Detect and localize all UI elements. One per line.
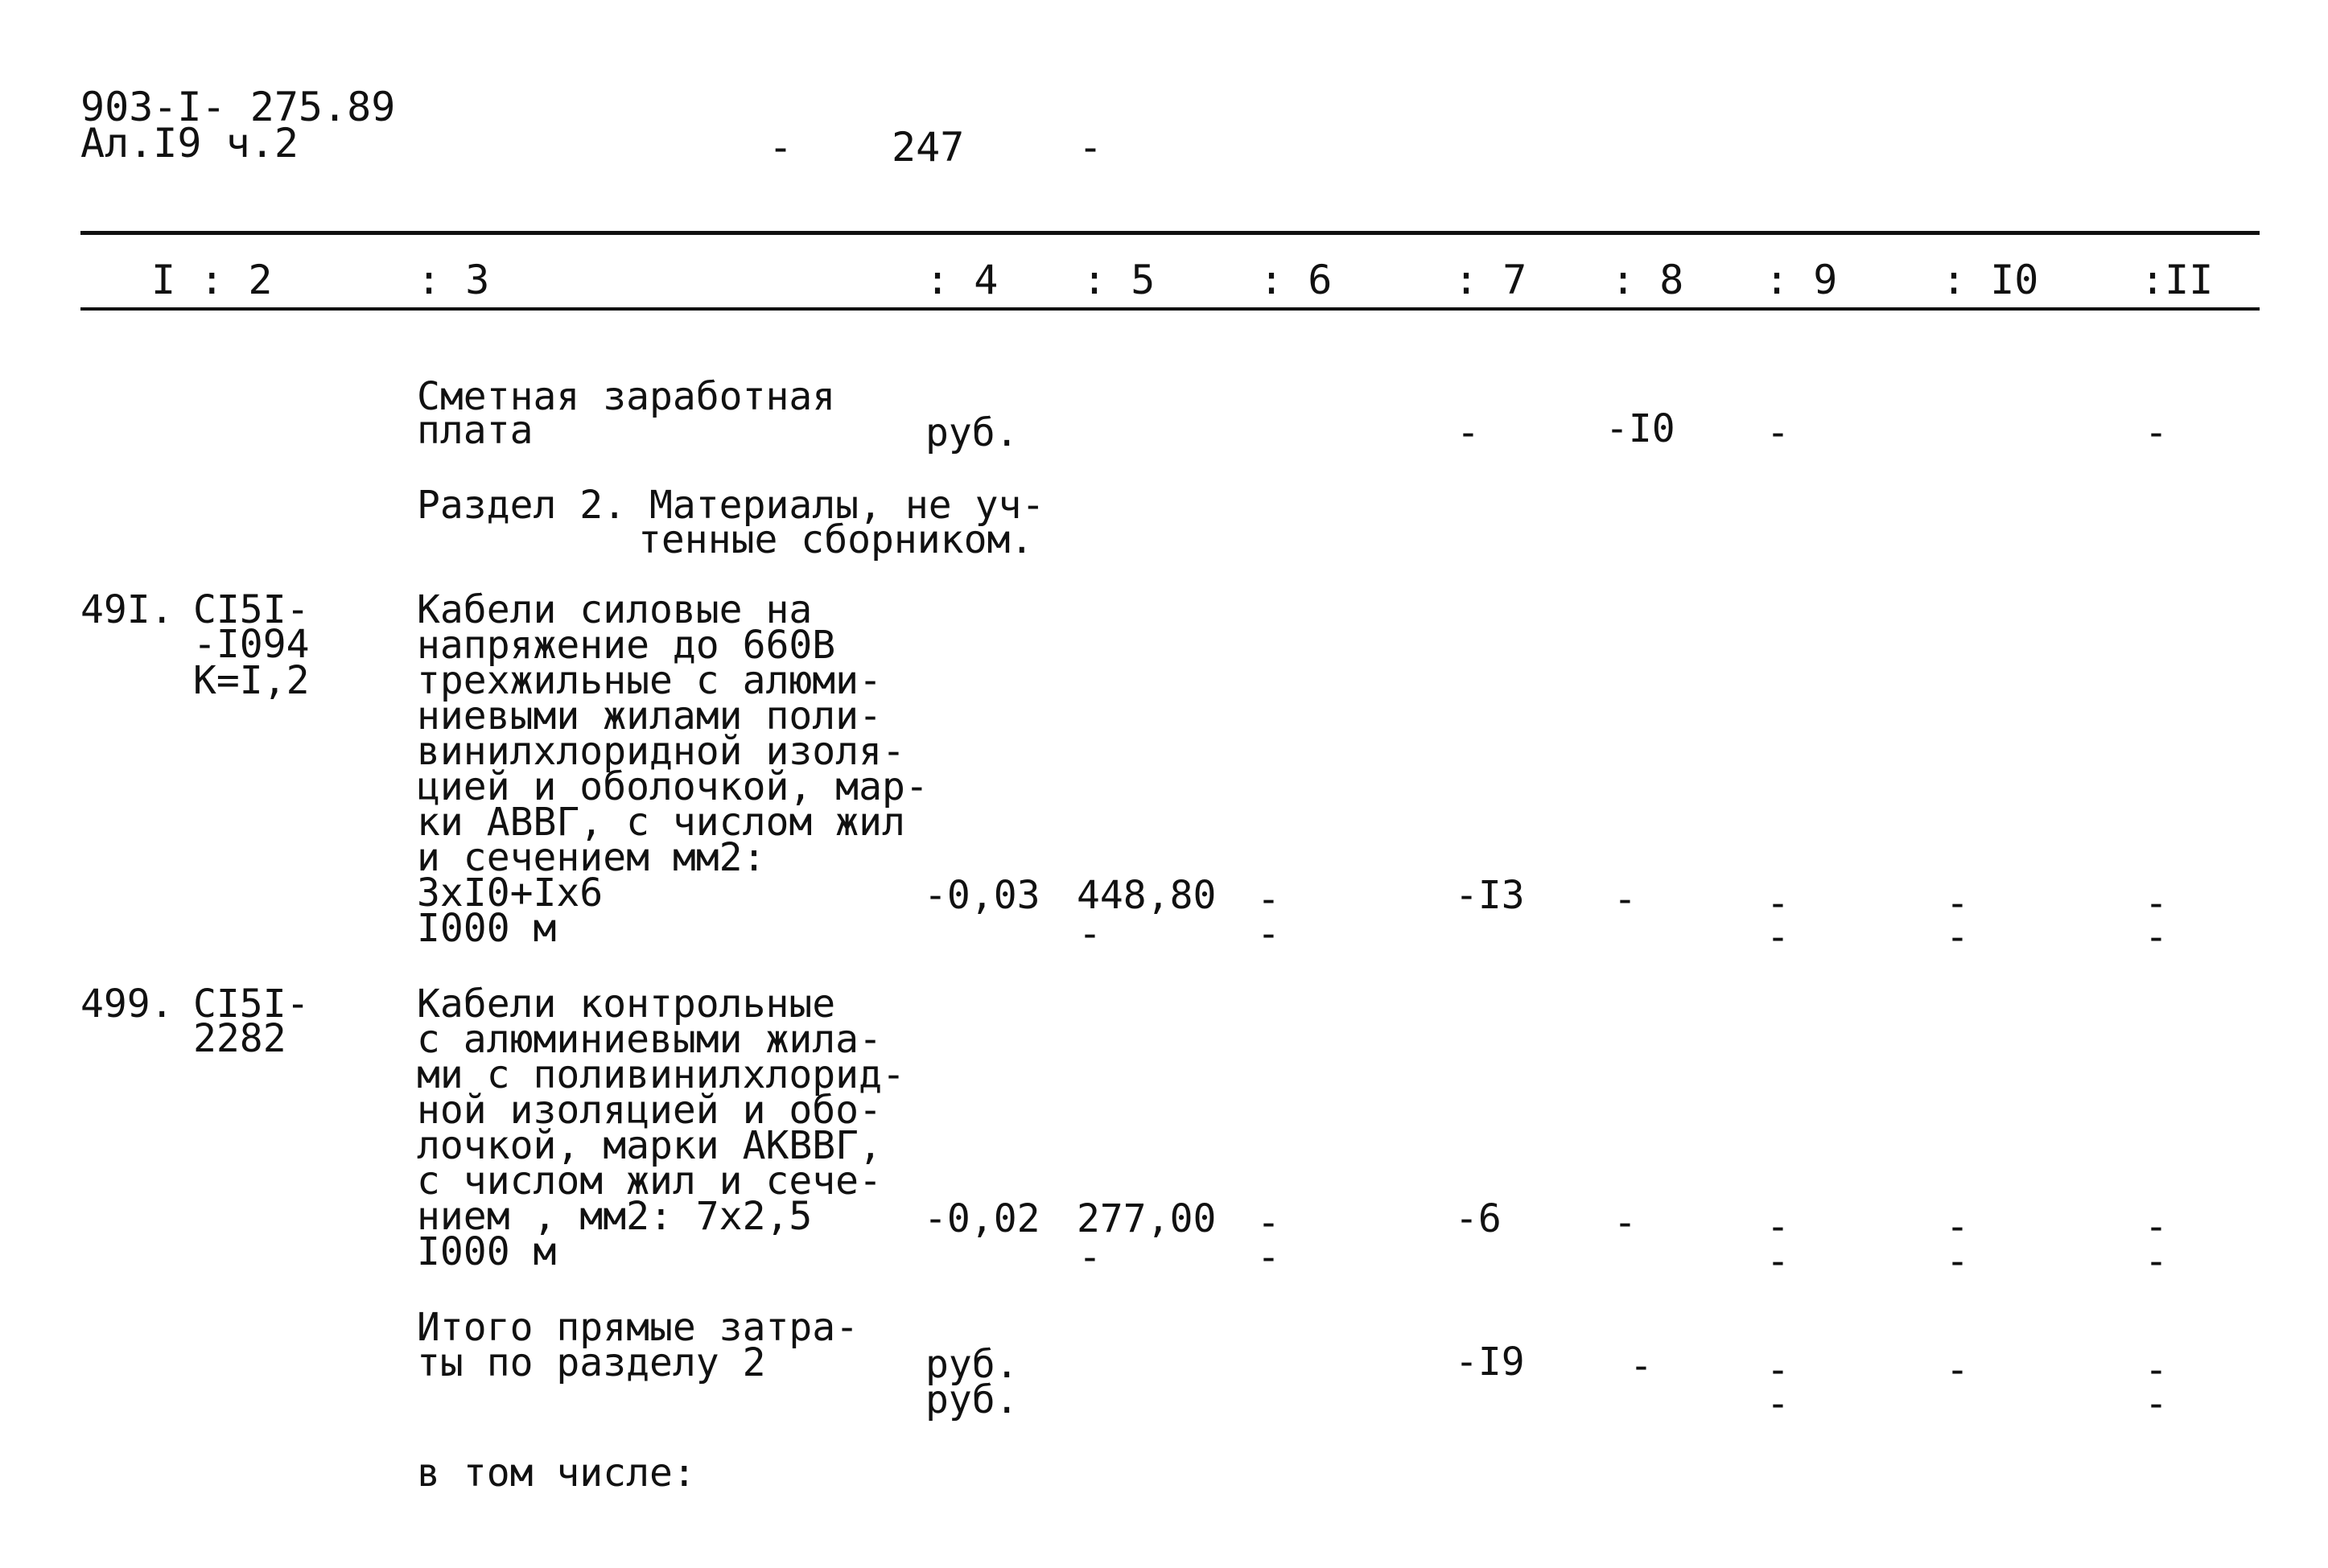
- item-name: I000 м: [417, 1229, 557, 1274]
- cell-col4: -0,03: [924, 873, 1040, 918]
- item-name: I000 м: [417, 906, 557, 951]
- cell-col9: -: [1766, 881, 1790, 926]
- cell-col7: -I3: [1455, 873, 1525, 918]
- item-name: 3хI0+Iх6: [417, 870, 604, 916]
- item-name: Кабели силовые на: [417, 587, 813, 632]
- cell-col9-second: -: [1766, 1381, 1790, 1426]
- cell-col6-second: -: [1257, 912, 1280, 957]
- cell-col9: -: [1766, 410, 1790, 455]
- item-name: ной изоляцией и обо-: [417, 1088, 882, 1133]
- cell-col8: -: [1613, 877, 1637, 922]
- cell-col11-second: -: [2145, 1239, 2168, 1284]
- item-name: лочкой, марки АКВВГ,: [417, 1123, 882, 1168]
- item-code: -I094: [193, 622, 310, 667]
- item-name: цией и оболочкой, мар-: [417, 764, 929, 809]
- column-header-4: : 4: [925, 257, 999, 303]
- cell-col6: -: [1257, 877, 1280, 922]
- section-title: Раздел 2. Материалы, не уч-: [417, 483, 1045, 528]
- cell-col7: -I9: [1455, 1340, 1525, 1385]
- cell-col9-second: -: [1766, 915, 1790, 960]
- header-rule-bottom: [80, 307, 2260, 311]
- document-code: 903-I- 275.89: [80, 84, 396, 130]
- cell-col10: -: [1946, 1348, 1969, 1393]
- cell-col8: -I0: [1605, 406, 1675, 451]
- cell-col11-second: -: [2145, 915, 2168, 960]
- cell-col5: 277,00: [1077, 1196, 1217, 1241]
- item-code: 2282: [193, 1016, 286, 1061]
- item-code: K=I,2: [193, 658, 310, 703]
- section-title-cont: тенные сборником.: [638, 517, 1034, 562]
- column-header-8: : 8: [1611, 257, 1684, 303]
- item-name: напряжение до 660В: [417, 623, 836, 668]
- cell-col11: -: [2145, 1348, 2168, 1393]
- cell-col9: -: [1766, 1348, 1790, 1393]
- row-name: плата: [417, 408, 534, 453]
- column-header-3: : 3: [417, 257, 490, 303]
- item-code: CI5I-: [193, 587, 310, 632]
- cell-col8: -: [1630, 1344, 1653, 1389]
- cell-col6-second: -: [1257, 1235, 1280, 1280]
- cell-col7: -: [1457, 410, 1480, 455]
- cell-col5: 448,80: [1077, 873, 1217, 918]
- total-unit: руб.: [925, 1377, 1019, 1422]
- total-unit: руб.: [925, 1342, 1019, 1387]
- column-header-11: :II: [2141, 257, 2214, 303]
- item-code: CI5I-: [193, 982, 310, 1027]
- cell-col10-second: -: [1946, 915, 1969, 960]
- item-number: 49I.: [80, 587, 174, 632]
- item-name: ми с поливинилхлорид-: [417, 1052, 905, 1097]
- item-name: винилхлоридной изоля-: [417, 729, 905, 774]
- cell-col6: -: [1257, 1200, 1280, 1245]
- document-album: Ал.I9 ч.2: [80, 120, 299, 167]
- cell-col10: -: [1946, 881, 1969, 926]
- row-unit: руб.: [925, 410, 1019, 455]
- cell-col11-second: -: [2145, 1381, 2168, 1426]
- page-number: 247: [892, 124, 965, 171]
- including-label: в том числе:: [417, 1451, 696, 1496]
- cell-col10-second: -: [1946, 1239, 1969, 1284]
- item-name: с алюминиевыми жила-: [417, 1017, 882, 1062]
- column-header-1-2: I : 2: [151, 257, 273, 303]
- item-name: с числом жил и сече-: [417, 1159, 882, 1204]
- cell-col7: -6: [1455, 1196, 1502, 1241]
- column-header-5: : 5: [1082, 257, 1156, 303]
- column-header-6: : 6: [1259, 257, 1333, 303]
- item-name: и сечением мм2:: [417, 835, 766, 880]
- item-name: ниевыми жилами поли-: [417, 693, 882, 739]
- item-name: Кабели контрольные: [417, 982, 836, 1027]
- cell-col9-second: -: [1766, 1239, 1790, 1284]
- cell-col9: -: [1766, 1204, 1790, 1249]
- cell-col5-second: -: [1078, 1235, 1102, 1280]
- column-header-10: : I0: [1942, 257, 2039, 303]
- column-header-9: : 9: [1765, 257, 1838, 303]
- header-rule-top: [80, 231, 2260, 235]
- page-dash-left: -: [768, 124, 793, 171]
- page-dash-right: -: [1078, 124, 1103, 171]
- item-name: трехжильные с алюми-: [417, 658, 882, 703]
- cell-col5-second: -: [1078, 912, 1102, 957]
- row-name: Сметная заработная: [417, 374, 836, 419]
- item-name: нием , мм2: 7х2,5: [417, 1194, 813, 1239]
- total-label: ты по разделу 2: [417, 1340, 766, 1385]
- total-label: Итого прямые затра-: [417, 1305, 859, 1350]
- column-header-7: : 7: [1454, 257, 1527, 303]
- cell-col8: -: [1613, 1200, 1637, 1245]
- cell-col11: -: [2145, 1204, 2168, 1249]
- cell-col11: -: [2145, 410, 2168, 455]
- cell-col10: -: [1946, 1204, 1969, 1249]
- item-name: ки АВВГ, с числом жил: [417, 800, 905, 845]
- cell-col4: -0,02: [924, 1196, 1040, 1241]
- item-number: 499.: [80, 982, 174, 1027]
- cell-col11: -: [2145, 881, 2168, 926]
